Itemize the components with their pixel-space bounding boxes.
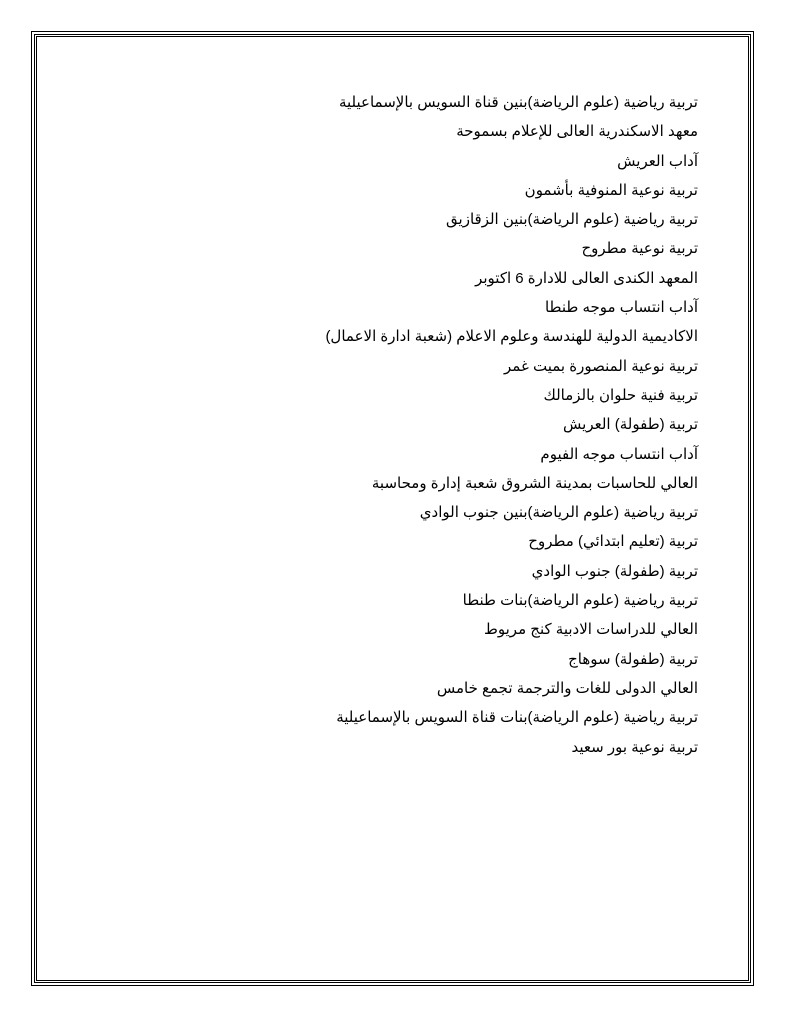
list-item: العالي الدولى للغات والترجمة تجمع خامس [436,679,698,697]
list-item: آداب انتساب موجه الفيوم [540,445,698,463]
list-item: العالي للحاسبات بمدينة الشروق شعبة إدارة ومحاسبة [371,474,698,492]
list-item: تربية نوعية المنوفية بأشمون [524,181,698,199]
list-item: الاكاديمية الدولية للهندسة وعلوم الاعلام (شعبة ادارة الاعمال) [325,328,698,346]
list-item: تربية (طفولة) سوهاج [568,650,698,668]
list-item: تربية (طفولة) جنوب الوادي [531,562,698,580]
list-item: تربية (تعليم ابتدائي) مطروح [528,533,698,551]
list-item: تربية رياضية (علوم الرياضة)بنات طنطا [462,592,698,610]
list-item: تربية نوعية بور سعيد [571,738,698,756]
list-item: تربية رياضية (علوم الرياضة)بنين قناة السويس بالإسماعيلية [338,94,698,111]
list-item: معهد الاسكندرية العالى للإعلام بسموحة [456,123,698,141]
list-item: تربية رياضية (علوم الرياضة)بنين الزقازيق [446,211,698,229]
list-item: تربية رياضية (علوم الرياضة)بنين جنوب الوادي [419,504,698,522]
list-item: آداب العريش [617,152,698,170]
list-item: آداب انتساب موجه طنطا [544,299,698,317]
list-item: تربية رياضية (علوم الرياضة)بنات قناة السويس بالإسماعيلية [336,709,698,727]
list-item: تربية نوعية المنصورة بميت غمر [504,357,698,375]
list-item: تربية (طفولة) العريش [563,416,698,434]
list-item: تربية نوعية مطروح [581,240,698,258]
institution-list [138,88,698,762]
list-item: المعهد الكندى العالى للادارة 6 اكتوبر [475,269,698,287]
list-item: العالي للدراسات الادبية كنج مريوط [484,621,698,639]
list-item: تربية فنية حلوان بالزمالك [543,386,698,404]
